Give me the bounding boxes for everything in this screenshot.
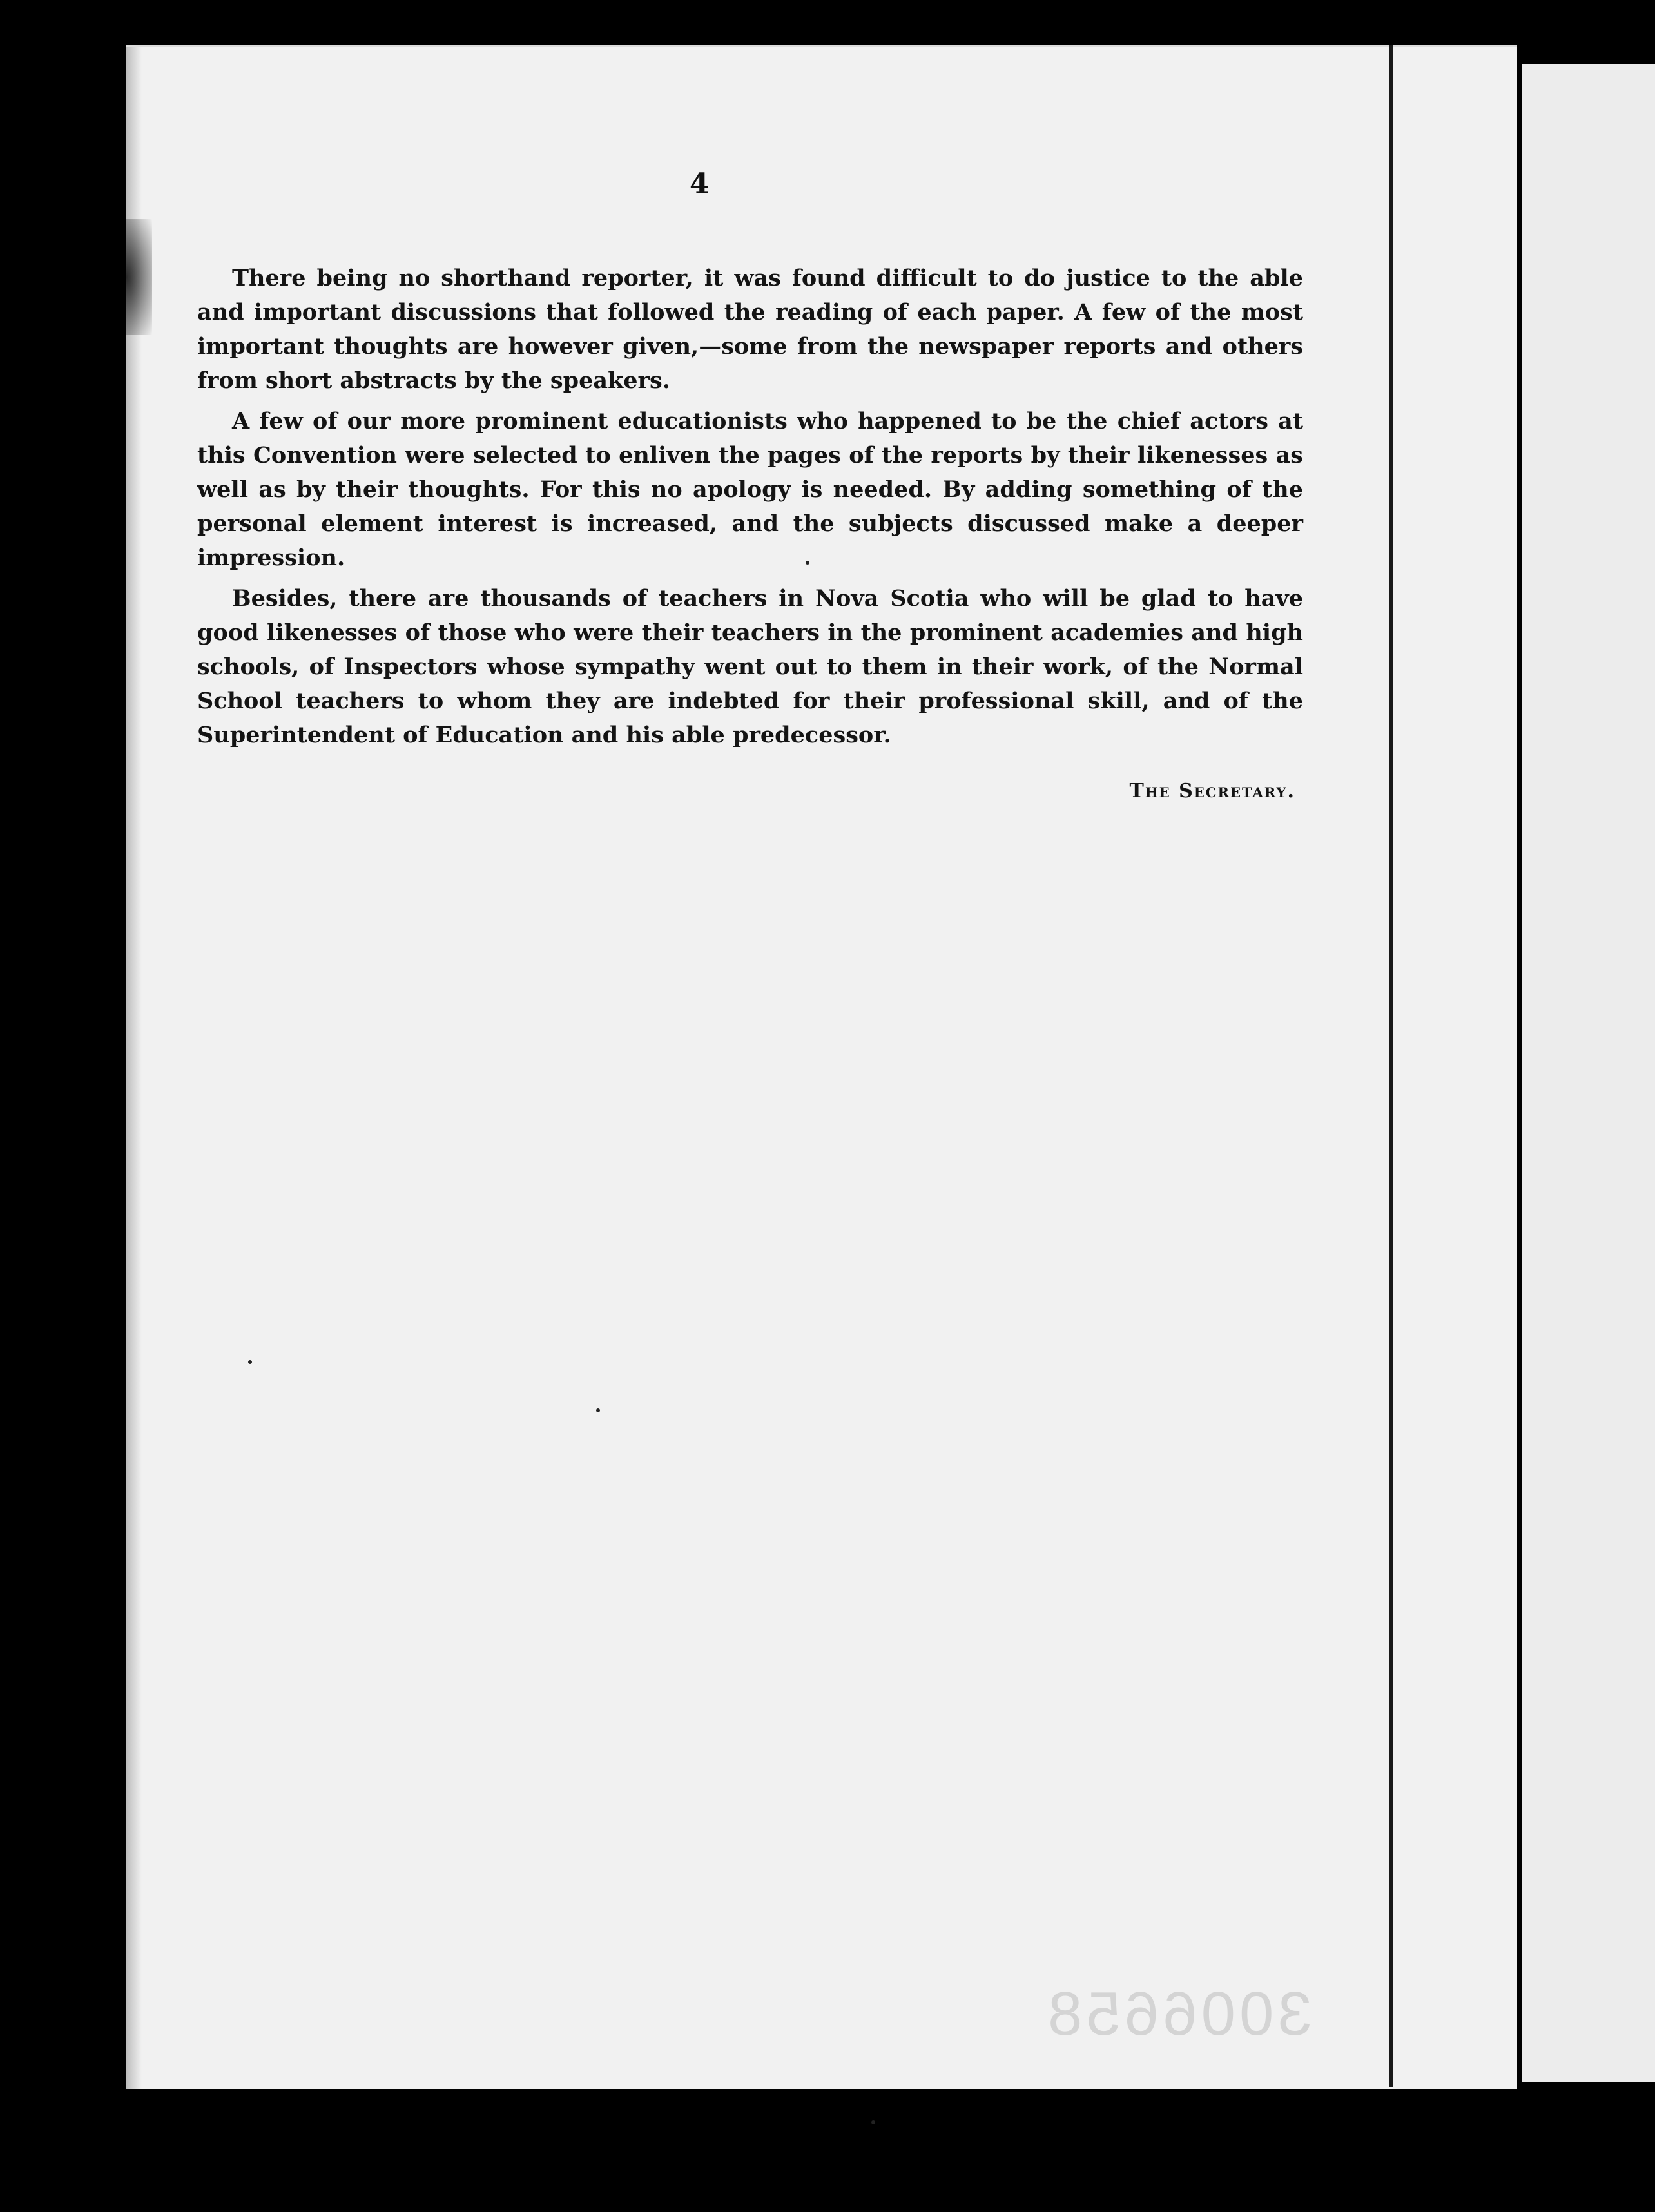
speck <box>596 1408 600 1412</box>
page-edge-shadow <box>126 47 142 2089</box>
speck <box>248 1360 252 1364</box>
catalog-stamp: 3006658 <box>1044 1979 1312 2048</box>
body-text <box>197 261 1303 759</box>
facing-page-edge <box>1522 64 1655 2082</box>
page-number: 4 <box>690 168 710 200</box>
signature: The Secretary. <box>1129 780 1295 802</box>
speck <box>806 561 809 565</box>
speck <box>871 2120 875 2124</box>
paragraph-3: Besides, there are thousands of teachers in Nova Scotia who will be glad to have good likenesses of those who were their teachers in the prominent academies and high schools, of Inspectors whose sympathy went out to them in their work, of the Normal School teachers to whom they are indebted for their professional skill, and of the Superintendent of Education and his able predecessor. <box>197 585 1303 748</box>
page-smudge <box>126 219 152 335</box>
book-spine <box>1389 45 1393 2087</box>
paragraph-1: There being no shorthand reporter, it was found difficult to do justice to the able and important discussions that followed the reading of each paper. A few of the most important thoughts are however given,—some from the newspaper reports and others from short abstracts by the speakers. <box>197 265 1303 394</box>
paragraph-2: A few of our more prominent educationists who happened to be the chief actors at this Convention were selected to enliven the pages of the reports by their likenesses as well as by their thoughts. For this no apology is needed. By adding something of the personal element interest is increased, and the subjects discussed make a deeper impression. <box>197 408 1303 571</box>
